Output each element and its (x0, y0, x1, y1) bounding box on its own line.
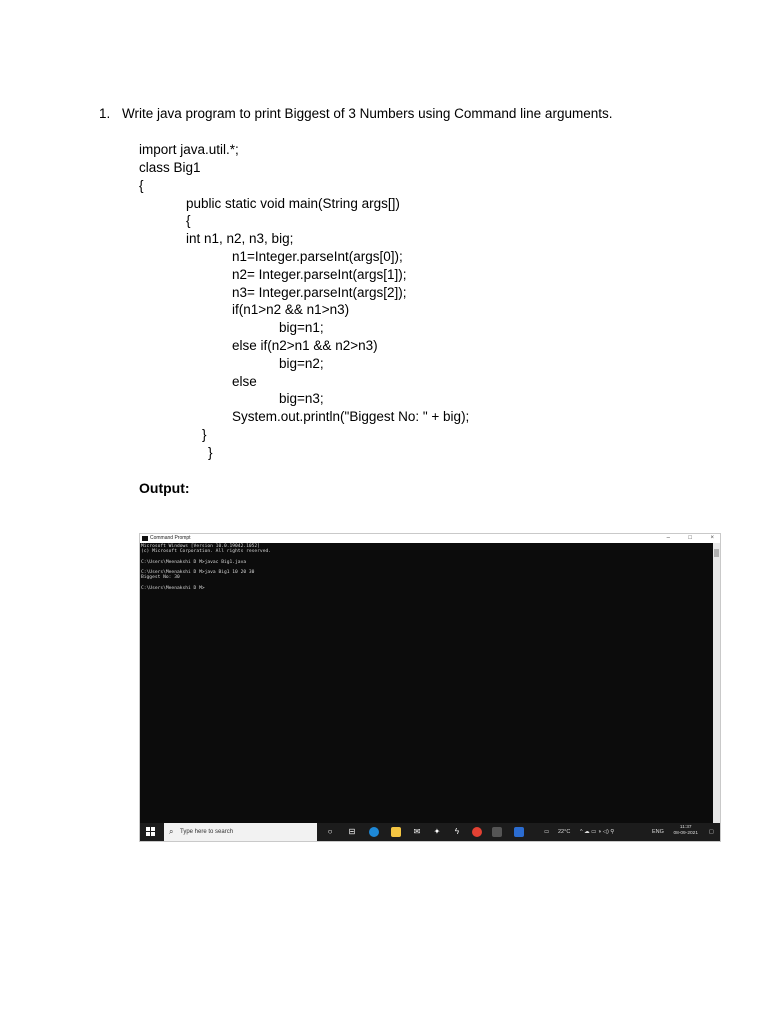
search-placeholder: Type here to search (180, 829, 234, 835)
output-screenshot (139, 533, 721, 842)
code-line: } (208, 445, 213, 460)
console-line: C:\Users\Meenakshi D M> (141, 585, 205, 591)
console-line: Biggest No: 30 (141, 575, 180, 581)
time: 11:37 (679, 825, 692, 830)
edge-icon (369, 827, 379, 837)
question-text: Write java program to print Biggest of 3 Numbers using Command line arguments. (122, 106, 613, 121)
task-view-icon: ⊟ (348, 827, 356, 836)
clock (673, 825, 698, 837)
code-line: n3= Integer.parseInt(args[2]); (232, 285, 407, 300)
temperature: 22°C (558, 829, 571, 835)
console-line: Microsoft Windows [Version 10.0.19042.1052] (141, 544, 260, 549)
file-explorer-icon (391, 827, 401, 837)
output-label: Output: (139, 480, 190, 496)
weather-icon: ▭ (544, 829, 550, 835)
code-line: int n1, n2, n3, big; (186, 231, 294, 246)
scrollbar-thumb (714, 549, 719, 557)
window-title: Command Prompt (150, 535, 191, 541)
code-line: { (139, 178, 144, 193)
cmd-taskbar-icon (492, 827, 502, 837)
console-output (141, 544, 712, 823)
code-line: if(n1>n2 && n1>n3) (232, 302, 350, 317)
code-line: import java.util.*; (139, 142, 239, 157)
code-line: { (186, 213, 191, 228)
date: 08-09-2021 (673, 831, 698, 836)
search-icon: ⌕ (169, 827, 174, 836)
language: ENG (652, 829, 664, 835)
question-number: 1. (99, 106, 111, 121)
code-line: else (232, 374, 257, 389)
dropbox-icon: ✦ (433, 827, 441, 836)
code-line: public static void main(String args[]) (186, 196, 400, 211)
console-line: C:\Users\Meenakshi D M>java Big1 10 20 30 (141, 569, 255, 575)
maximize-icon: □ (688, 535, 692, 541)
taskbar (140, 823, 720, 841)
code-line: big=n2; (279, 356, 324, 371)
taskbar-search (164, 823, 317, 841)
windows-start-icon (146, 827, 156, 837)
cortana-icon: ○ (327, 827, 333, 836)
code-line: big=n1; (279, 320, 324, 335)
tray-icons: ^ ☁ ▭ ◑ ◁) ⚲ (580, 829, 615, 835)
window-titlebar (140, 534, 720, 543)
minimize-icon: – (666, 535, 670, 541)
console-line: C:\Users\Meenakshi D M>javac Big1.java (141, 559, 247, 565)
code-line: n1=Integer.parseInt(args[0]); (232, 249, 403, 264)
code-line: } (202, 427, 207, 442)
code-line: else if(n2>n1 && n2>n3) (232, 338, 378, 353)
code-line: big=n3; (279, 391, 324, 406)
close-icon: × (710, 535, 714, 541)
code-line: System.out.println("Biggest No: " + big); (232, 409, 470, 424)
code-line: class Big1 (139, 160, 201, 175)
word-icon (514, 827, 524, 837)
app-icon: ϟ (454, 827, 460, 836)
mail-icon: ✉ (413, 827, 421, 836)
chrome-icon (472, 827, 482, 837)
cmd-icon (142, 536, 148, 541)
code-line: n2= Integer.parseInt(args[1]); (232, 267, 407, 282)
question (99, 106, 612, 121)
console-line: (c) Microsoft Corporation. All rights reserved. (141, 549, 271, 555)
console-scrollbar (713, 543, 720, 823)
notification-icon: ▢ (708, 829, 714, 835)
